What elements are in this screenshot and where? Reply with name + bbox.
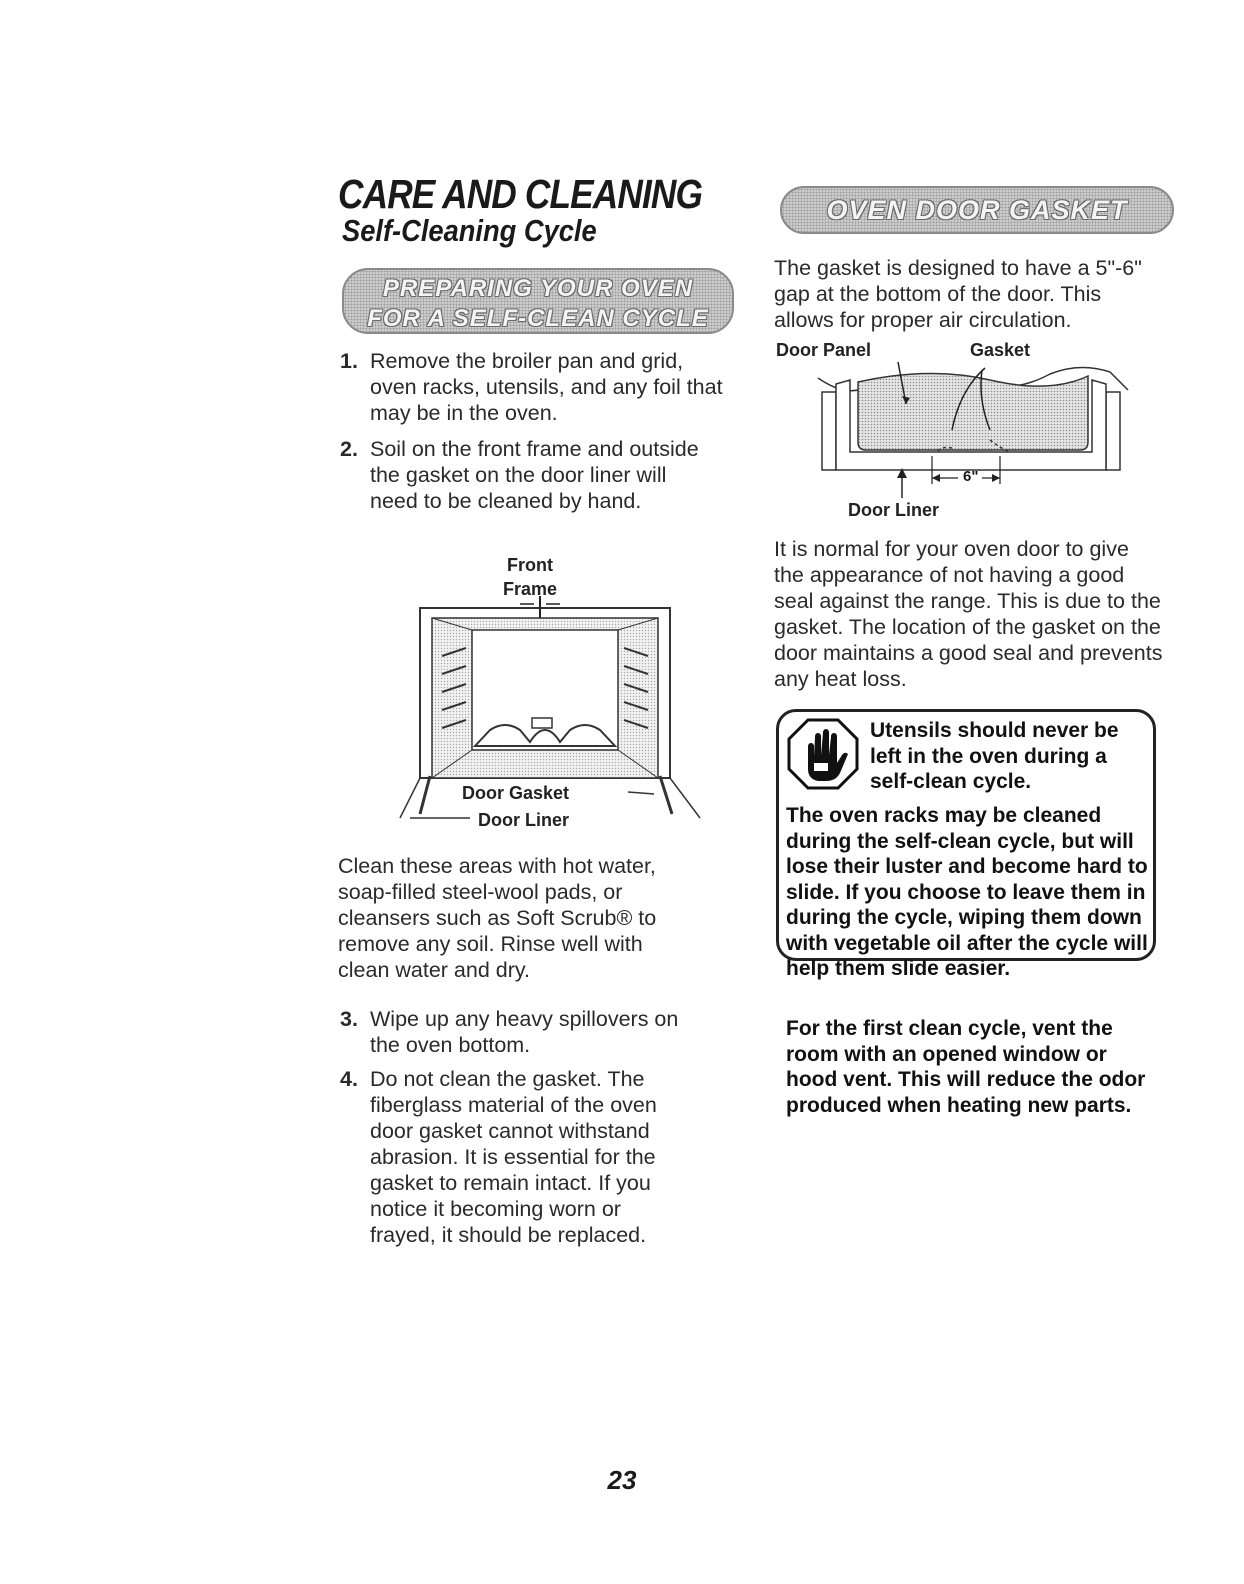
section-title: CARE AND CLEANING (338, 171, 703, 217)
stop-hand-icon (786, 717, 860, 791)
step-3 (340, 1006, 740, 1058)
step-number: 3. (340, 1007, 358, 1031)
door-panel-label: Door Panel (776, 340, 872, 360)
step-text: Remove the broiler pan and grid, oven racks, utensils, and any foil that may be in the oven. (370, 349, 723, 425)
gap-measurement-label: 6" (963, 468, 979, 485)
page-subtitle: Self-Cleaning Cycle (342, 213, 597, 248)
normal-seal-paragraph: It is normal for your oven door to give the appearance of not having a good seal against the range. This is due to the gasket. The location of the gasket on the door maintains a good seal and prevents any heat loss. (774, 537, 1163, 691)
step-number: 1. (340, 349, 358, 373)
front-frame-label (470, 553, 590, 601)
warning-racks-text: The oven racks may be cleaned during the self-clean cycle, but will lose their luster and become hard to slide. If you choose to leave them in during the cycle, wiping them down with vegetable oil after the cycle will help them slide easier. (786, 804, 1148, 980)
preparing-oven-banner (342, 268, 734, 334)
door-gasket-cross-section-illustration (810, 360, 1140, 510)
clean-instructions: Clean these areas with hot water, soap-filled steel-wool pads, or cleansers such as Soft Scrub® to remove any soil. Rinse well with clean water and dry. (338, 854, 657, 982)
door-gasket-label: Door Gasket (462, 783, 570, 803)
step-text: Wipe up any heavy spillovers on the oven bottom. (370, 1007, 679, 1057)
step-text: Do not clean the gasket. The fiberglass material of the oven door gasket cannot withstand abrasion. It is essential for the gasket to remain intact. If you notice it becoming worn or frayed, it should be replaced. (370, 1067, 657, 1247)
banner-line-2: FOR A SELF-CLEAN CYCLE (367, 305, 709, 332)
front-frame-label-line-2: Frame (502, 579, 558, 599)
warning-headline: Utensils should never be left in the oven during a self-clean cycle. (870, 719, 1119, 793)
step-2 (340, 436, 740, 514)
step-1 (340, 348, 740, 426)
gasket-intro: The gasket is designed to have a 5"-6" gap at the bottom of the door. This allows for proper air circulation. (774, 256, 1142, 332)
warning-first-clean-text: For the first clean cycle, vent the room with an opened window or hood vent. This will reduce the odor produced when heating new parts. (786, 1017, 1146, 1117)
step-number: 2. (340, 437, 358, 461)
page-number: 23 (607, 1465, 637, 1495)
oven-door-gasket-banner: OVEN DOOR GASKET (780, 186, 1174, 234)
door-liner-label: Door Liner (478, 810, 570, 830)
step-text: Soil on the front frame and outside the gasket on the door liner will need to be cleaned by hand. (370, 437, 699, 513)
step-number: 4. (340, 1067, 358, 1091)
front-frame-label-line-1: Front (507, 555, 553, 575)
door-liner-label: Door Liner (848, 500, 940, 520)
gasket-label: Gasket (970, 340, 1031, 360)
step-4 (340, 1066, 740, 1248)
banner-line-1: PREPARING YOUR OVEN (382, 275, 694, 302)
